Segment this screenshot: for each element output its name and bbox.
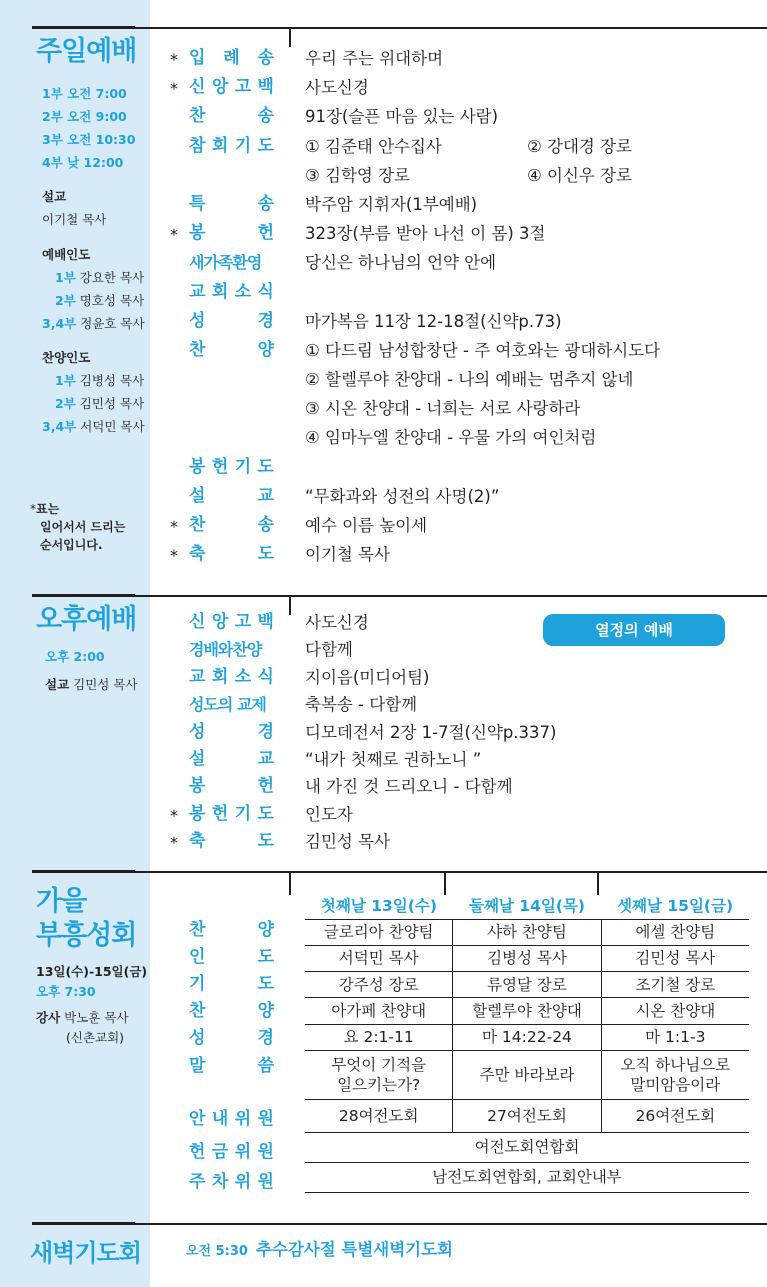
order-label: 축 도 — [189, 831, 274, 852]
table-cell: 시온 찬양대 — [601, 998, 749, 1024]
praise-leader-name: 서덕민 목사 — [80, 419, 145, 434]
table-cell: 마 1:1-3 — [601, 1024, 749, 1050]
revival-time: 오후 7:30 — [36, 984, 96, 999]
leader-part: 1부 — [55, 270, 76, 285]
order-label: 성 경 — [189, 721, 274, 742]
revival-dates: 13일(수)-15일(금) — [36, 964, 148, 979]
table-row — [305, 972, 749, 998]
standing-star: * — [170, 50, 178, 69]
section-divider — [135, 871, 767, 873]
order-label: 축 도 — [189, 544, 274, 565]
order-value: 박주암 지휘자(1부예배) — [305, 194, 478, 214]
divider-tick — [289, 595, 291, 615]
order-label: 특 송 — [189, 193, 274, 214]
section-divider — [135, 1223, 767, 1225]
order-label: 교 회 소 식 — [189, 666, 274, 687]
order-value: 우리 주는 위대하며 — [305, 49, 444, 68]
revival-row-label: 주 차 위 원 — [189, 1172, 274, 1192]
divider-tick — [289, 27, 291, 47]
dawn-info — [186, 1236, 453, 1260]
order-value: 323장(부름 받아 나선 이 몸) 3절 — [305, 224, 546, 244]
revival-row-label: 말 씀 — [189, 1056, 274, 1076]
dawn-title: 새벽기도회 — [30, 1239, 141, 1267]
order-value: 이기철 목사 — [305, 545, 390, 565]
afternoon-sermon-pastor: 김민성 목사 — [73, 677, 138, 692]
revival-row-label: 찬 양 — [189, 1001, 274, 1021]
revival-speaker-label: 강사 — [36, 1010, 61, 1025]
table-cell: 요 2:1-11 — [305, 1024, 453, 1050]
order-label: 봉 헌 기 도 — [189, 456, 274, 477]
service-time: 1부 오전 7:00 — [42, 86, 127, 101]
sermon-pastor: 이기철 목사 — [42, 212, 107, 227]
standing-note-line — [30, 500, 125, 518]
order-value: ① 김준태 안수집사 — [305, 136, 442, 156]
table-row — [305, 1132, 749, 1162]
revival-speaker-church: (신촌교회) — [66, 1030, 125, 1045]
sermon-label: 설교 — [42, 189, 67, 204]
order-value: ② 할렐루야 찬양대 - 나의 예배는 멈추지 않네 — [305, 370, 634, 390]
order-value: ③ 시온 찬양대 - 너희는 서로 사랑하라 — [305, 399, 581, 419]
order-value: 김민성 목사 — [305, 832, 390, 852]
order-label: 봉 헌 — [189, 223, 274, 244]
order-value: 사도신경 — [305, 78, 369, 98]
standing-star: * — [170, 79, 178, 99]
table-cell: 28여전도회 — [305, 1099, 453, 1132]
order-label: 설 교 — [189, 485, 274, 506]
order-label: 신 앙 고 백 — [189, 612, 274, 632]
leader-name: 강요한 목사 — [79, 270, 145, 285]
day-header: 첫째날 13일(수) — [305, 892, 453, 919]
standing-star: * — [170, 805, 178, 825]
order-label: 새가족환영 — [189, 253, 262, 273]
order-value: 예수 이름 높이세 — [305, 516, 428, 535]
order-value: 지이음(미디어팀) — [305, 667, 430, 687]
afternoon-title: 오후예배 — [36, 604, 137, 635]
order-label: 성도의 교제 — [189, 695, 266, 715]
afternoon-info — [45, 645, 138, 696]
table-cell: 27여전도회 — [453, 1099, 601, 1132]
standing-note — [30, 500, 125, 554]
sermon-info — [42, 185, 106, 231]
service-time: 2부 오전 9:00 — [42, 109, 127, 124]
order-value-secondary: ② 강대경 장로 — [527, 136, 632, 156]
leader-name: 정윤호 목사 — [80, 316, 145, 331]
order-label: 찬 송 — [189, 515, 274, 535]
praise-leaders-label: 찬양인도 — [42, 350, 91, 365]
table-cell: 오직 하나님으로 말미암음이라 — [601, 1050, 749, 1099]
table-cell-wide: 남전도회연합회, 교회안내부 — [305, 1162, 749, 1192]
order-value: ③ 김학영 장로 — [305, 165, 410, 185]
day-header: 둘째날 14일(목) — [453, 892, 601, 919]
table-cell: 류영달 장로 — [453, 972, 601, 998]
praise-leader-item — [42, 392, 145, 415]
table-cell: 서덕민 목사 — [305, 945, 453, 971]
standing-star: * — [170, 546, 178, 566]
table-cell: 마 14:22-24 — [453, 1024, 601, 1050]
table-row — [305, 1050, 749, 1099]
order-label: 찬 송 — [189, 106, 274, 127]
order-label: 성 경 — [189, 310, 274, 331]
sunday-title: 주일예배 — [36, 36, 137, 67]
order-label: 경배와찬양 — [189, 640, 262, 660]
order-value: 91장(슬픈 마음 있는 사람) — [305, 107, 499, 127]
order-value: ① 다드림 남성합창단 - 주 여호와는 광대하시도다 — [305, 340, 661, 360]
table-row — [305, 998, 749, 1024]
leader-item — [42, 289, 145, 312]
leaders-label: 예배인도 — [42, 247, 91, 262]
order-value: 다함께 — [305, 640, 353, 660]
table-cell: 주만 바라보라 — [453, 1050, 601, 1099]
praise-leader-item — [42, 369, 145, 392]
standing-note-text: 일어서서 드리는 — [40, 520, 126, 534]
praise-leader-name: 김병성 목사 — [79, 373, 145, 388]
revival-title — [36, 885, 136, 953]
service-time: 4부 낮 12:00 — [42, 155, 124, 170]
table-row — [305, 1024, 749, 1050]
order-label: 입 례 송 — [189, 48, 274, 68]
leader-part: 3,4부 — [42, 316, 77, 331]
section-divider — [32, 594, 135, 597]
section-divider — [32, 1222, 135, 1225]
table-cell: 에셀 찬양팀 — [601, 919, 749, 945]
leaders-info — [42, 243, 145, 335]
order-label: 설 교 — [189, 748, 274, 769]
table-cell: 김민성 목사 — [601, 945, 749, 971]
day-header: 셋째날 15일(금) — [601, 892, 749, 919]
order-value: “내가 첫째로 권하노니 ” — [305, 749, 482, 769]
revival-row-label: 안 내 위 원 — [189, 1109, 274, 1129]
dawn-event: 추수감사절 특별새벽기도회 — [255, 1240, 453, 1259]
revival-speaker-name: 박노훈 목사 — [64, 1010, 129, 1025]
leader-item — [42, 312, 145, 335]
dawn-time: 오전 5:30 — [186, 1244, 248, 1259]
order-value: 인도자 — [305, 804, 353, 824]
table-row — [305, 1162, 749, 1192]
order-label: 봉 헌 기 도 — [189, 803, 274, 824]
order-value: 사도신경 — [305, 613, 369, 632]
revival-info — [36, 962, 147, 1048]
revival-title-line: 가을 — [36, 886, 87, 917]
afternoon-time: 오후 2:00 — [45, 649, 105, 664]
leader-part: 2부 — [55, 293, 76, 308]
revival-row-label: 찬 양 — [189, 920, 274, 940]
section-divider — [32, 870, 135, 873]
order-value: 디모데전서 2장 1-7절(신약p.337) — [305, 722, 557, 742]
order-label: 봉 헌 — [189, 776, 274, 797]
passion-worship-badge: 열정의 예배 — [543, 614, 725, 646]
service-time: 3부 오전 10:30 — [42, 132, 136, 147]
table-cell: 샤하 찬양팀 — [453, 919, 601, 945]
table-cell: 무엇이 기적을 일으키는가? — [305, 1050, 453, 1099]
sunday-info — [42, 82, 135, 174]
table-cell: 강주성 장로 — [305, 972, 453, 998]
afternoon-sermon — [45, 673, 138, 696]
praise-leaders-info — [42, 346, 145, 438]
section-divider — [135, 27, 767, 29]
praise-leader-part: 2부 — [55, 396, 76, 411]
revival-row-label: 인 도 — [189, 947, 274, 967]
table-row — [305, 919, 749, 945]
order-value: 축복송 - 다함께 — [305, 695, 418, 715]
order-value: 당신은 하나님의 언약 안에 — [305, 253, 497, 273]
leader-name: 명호성 목사 — [79, 293, 145, 308]
standing-star: * — [170, 833, 178, 853]
afternoon-sermon-label: 설교 — [45, 677, 70, 692]
revival-row-label: 기 도 — [189, 974, 274, 994]
praise-leader-name: 김민성 목사 — [79, 396, 145, 411]
table-cell: 아가페 찬양대 — [305, 998, 453, 1024]
revival-row-label: 성 경 — [189, 1028, 274, 1048]
order-value: 내 가진 것 드리오니 - 다함께 — [305, 777, 513, 797]
order-value: ④ 임마누엘 찬양대 - 우물 가의 여인처럼 — [305, 428, 597, 448]
revival-speaker — [36, 1008, 147, 1028]
praise-leader-part: 1부 — [55, 373, 76, 388]
standing-star: * — [170, 225, 178, 245]
order-value: “무화과와 성전의 사명(2)” — [305, 486, 500, 506]
revival-title-line: 부흥성회 — [36, 920, 137, 951]
table-cell: 할렐루야 찬양대 — [453, 998, 601, 1024]
table-cell: 김병성 목사 — [453, 945, 601, 971]
table-row — [305, 1099, 749, 1132]
table-cell: 글로리아 찬양팀 — [305, 919, 453, 945]
standing-star: * — [170, 517, 178, 536]
order-value-secondary: ④ 이신우 장로 — [527, 165, 632, 185]
order-label: 신 앙 고 백 — [189, 77, 274, 98]
revival-row-label: 헌 금 위 원 — [189, 1142, 274, 1162]
standing-note-text: 표는 — [36, 502, 60, 516]
order-label: 교 회 소 식 — [189, 281, 274, 302]
table-row — [305, 945, 749, 971]
table-cell: 26여전도회 — [601, 1099, 749, 1132]
standing-note-star: * — [30, 502, 36, 516]
order-label: 참 회 기 도 — [189, 135, 274, 156]
revival-schedule-table — [305, 892, 749, 1193]
section-divider — [135, 595, 767, 597]
table-cell: 조기철 장로 — [601, 972, 749, 998]
order-value: 마가복음 11장 12-18절(신약p.73) — [305, 311, 562, 331]
order-label: 찬 양 — [189, 339, 274, 360]
leader-item — [42, 266, 145, 289]
praise-leader-item — [42, 415, 145, 438]
praise-leader-part: 3,4부 — [42, 419, 77, 434]
section-divider — [32, 26, 135, 29]
table-cell-wide: 여전도회연합회 — [305, 1132, 749, 1162]
standing-note-text: 순서입니다. — [40, 538, 103, 552]
divider-tick — [289, 871, 291, 895]
